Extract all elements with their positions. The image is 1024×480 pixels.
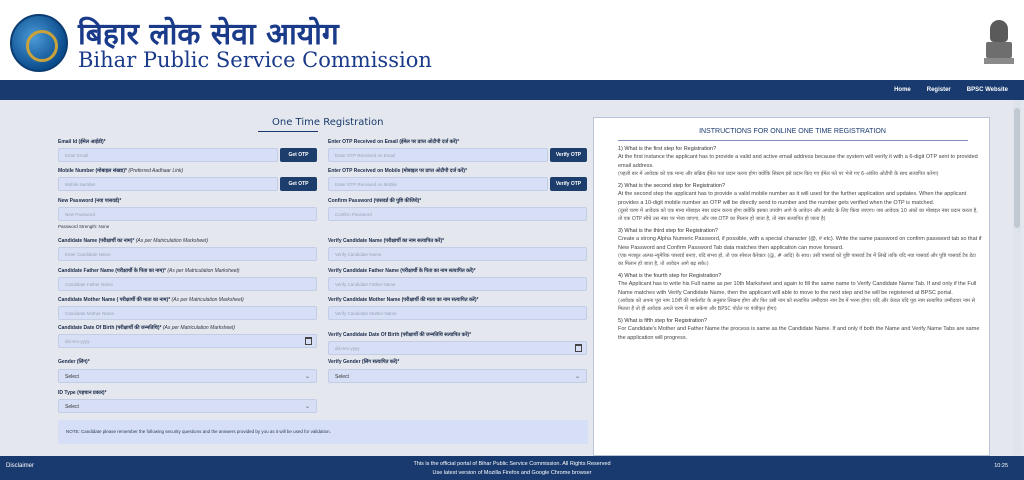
- mobile-otp-label: Enter OTP Received on Mobile (मोबाइल पर प्राप्त ओटीपी दर्ज करें)*: [328, 168, 468, 174]
- gender-label: Gender (लिंग)*: [58, 359, 90, 365]
- instructions-title: INSTRUCTIONS FOR ONLINE ONE TIME REGISTRATION: [699, 128, 886, 135]
- chevron-down-icon: ⌄: [574, 374, 580, 380]
- father-name-input[interactable]: Candidate Father Name: [58, 277, 317, 291]
- instruction-item: [618, 318, 982, 342]
- verify-father-name-input[interactable]: Verify Candidate Father Name: [328, 277, 587, 291]
- form-title: One Time Registration: [272, 117, 384, 128]
- instruction-question: 4) What is the fourth step for Registration?: [618, 273, 722, 279]
- instruction-answer-hindi: (पहली बार में आवेदक को एक मान्य और सक्रिय ईमेल पता प्रदान करना होगा क्योंकि सिस्टम इसे प्रदान किए गए ईमेल पते पर भेजे गए 6-अंकीय ओटीपी के साथ सत्यापित करेगा): [618, 171, 939, 177]
- verify-mother-name-input[interactable]: Verify Candidate Mother Name: [328, 306, 587, 320]
- bpsc-logo-icon: [10, 14, 68, 72]
- instructions-body: [618, 146, 982, 452]
- mobile-label: Mobile Number (मोबाइल संख्या)* (Preferred Aadhaar Link): [58, 168, 184, 174]
- candidate-name-input[interactable]: Enter Candidate Name: [58, 247, 317, 261]
- instruction-question: 1) What is the first step for Registration?: [618, 146, 717, 152]
- instruction-item: [618, 146, 982, 178]
- id-type-select[interactable]: Select ⌄: [58, 399, 317, 413]
- national-emblem-icon: [982, 20, 1016, 66]
- instructions-panel[interactable]: [593, 117, 990, 456]
- confirm-password-input[interactable]: Confirm Password: [328, 207, 587, 221]
- confirm-password-label: Confirm Password (पासवर्ड की पुष्टि कीजिये)*: [328, 198, 422, 204]
- instruction-question: 2) What is the second step for Registration?: [618, 183, 725, 189]
- footer-line-1: This is the official portal of Bihar Public Service Commission. All Rights Reserved: [413, 461, 611, 467]
- verify-gender-label: Verify Gender (लिंग सत्यापित करें)*: [328, 359, 400, 365]
- instruction-item: [618, 228, 982, 268]
- instruction-answer: Create a strong Alpha Numeric Password, if possible, with a special character (@, # etc). Write the same password on confirm password tab so that if New Password and Confirm Password Tab data matches then application can move forward.: [618, 236, 982, 251]
- mobile-otp-input[interactable]: Enter OTP Received on Mobile: [328, 177, 548, 191]
- instruction-answer: At the first instance the applicant has to provide a valid and active email address because the system will verify it with a 6-digit OTP sent to provided email address.: [618, 154, 978, 169]
- verify-dob-input[interactable]: dd-mm-yyyy: [328, 341, 587, 355]
- verify-candidate-name-input[interactable]: Verify Candidate Name: [328, 247, 587, 261]
- instruction-answer-hindi: (आवेदक को अपना पूरा नाम 10वीं की मार्कशीट के अनुसार लिखना होगा और फिर उसी नाम को सत्यापित उम्मीदवार नाम टैब में भरना होगा। यदि और केवल यदि पूरा नाम सत्यापित उम्मीदवार नाम से मिलता है तो ही आवेदक अगले चरण में जा सकेगा और BPSC पोर्टल पर पंजीकृत होगा): [618, 298, 976, 312]
- footer-time: 10:25: [994, 463, 1008, 469]
- nav-home-link[interactable]: Home: [894, 87, 911, 93]
- verify-candidate-name-label: Verify Candidate Name (परीक्षार्थी का नाम सत्यापित करें)*: [328, 238, 445, 244]
- email-verify-otp-button[interactable]: Verify OTP: [550, 148, 587, 162]
- mobile-input[interactable]: Mobile Number: [58, 177, 278, 191]
- instruction-item: [618, 273, 982, 313]
- verify-dob-label: Verify Candidate Date Of Birth (परीक्षार्थी की जन्मतिथि सत्यापित करें)*: [328, 332, 472, 338]
- instruction-question: 5) What is fifth step for Registration?: [618, 318, 707, 324]
- new-password-input[interactable]: New Password: [58, 207, 317, 221]
- instruction-answer: At the second step the applicant has to provide a valid mobile number as it will used for the further application and updates. When the applicant provides a 10-digit mobile number an OTP will be directly send to number and the number gets verified when the OTP is matched.: [618, 191, 967, 206]
- email-get-otp-button[interactable]: Get OTP: [280, 148, 317, 162]
- security-note: NOTE: Candidate please remember the following security questions and the answers provided by you as it will be used for validation.: [58, 420, 588, 444]
- instruction-answer-hindi: (एक मजबूत अल्फा-न्यूमेरिक पासवर्ड बनाएं, यदि संभव हो, तो एक स्पेशल कैरेक्टर (@, # आदि) के साथ। उसी पासवर्ड को पुष्टि पासवर्ड टैब में लिखें ताकि यदि नया पासवर्ड और पुष्टि पासवर्ड टैब डेटा का मिलान हो जाता है, तो आवेदन आगे बढ़ सके।): [618, 253, 976, 267]
- email-otp-label: Enter OTP Received on Email (ईमेल पर प्राप्त ओटीपी दर्ज करें)*: [328, 139, 460, 145]
- gender-select[interactable]: Select ⌄: [58, 369, 317, 383]
- email-input[interactable]: Enter Email: [58, 148, 278, 162]
- instructions-divider: [618, 140, 968, 141]
- candidate-name-label: Candidate Name (परीक्षार्थी का नाम)* (As per Matriculation Marksheet): [58, 238, 209, 244]
- instruction-answer-hindi: (दूसरे चरण में आवेदक को एक मान्य मोबाइल नंबर प्रदान करना होगा क्योंकि इसका उपयोग आगे के आवेदन और अपडेट के लिए किया जाएगा। जब आवेदक 10 अंकों का मोबाइल नंबर प्रदान करता है, तो एक OTP सीधे उस नंबर पर भेजा जाएगा, और जब OTP का मिलान हो जाता है, तो नंबर सत्यापित हो जाता है): [618, 208, 978, 222]
- form-title-underline: [258, 131, 318, 132]
- instruction-question: 3) What is the third step for Registration?: [618, 228, 718, 234]
- calendar-icon[interactable]: [305, 337, 312, 345]
- father-name-label: Candidate Father Name (परीक्षार्थी के पिता का नाम)* (As per Matriculation Marksheet): [58, 268, 240, 274]
- mobile-verify-otp-button[interactable]: Verify OTP: [550, 177, 587, 191]
- footer-copyright: [0, 460, 1024, 478]
- dob-input[interactable]: dd-mm-yyyy: [58, 334, 317, 348]
- site-footer: [0, 456, 1024, 480]
- id-type-label: ID Type (पहचान प्रकार)*: [58, 390, 107, 396]
- site-title-english: Bihar Public Service Commission: [78, 48, 432, 72]
- mobile-get-otp-button[interactable]: Get OTP: [280, 177, 317, 191]
- mother-name-input[interactable]: Candidate Mother Name: [58, 306, 317, 320]
- page-scrollbar-thumb[interactable]: [1014, 108, 1020, 228]
- chevron-down-icon: ⌄: [304, 374, 310, 380]
- top-nav: [0, 80, 1024, 100]
- instruction-answer: For Candidate's Mother and Father Name the process is same as the Candidate Name. If and only if both the Name and Verify Name Tabs are same the application will progress.: [618, 326, 980, 341]
- instruction-answer: The Applicant has to write his Full name as per 10th Marksheet and again to fill the same name to Verify Candidate Name Tab. If and only if the Full Name matches with Verify Candidate Name, then the applicant will able to move to the next step and he will be registered at BPSC portal.: [618, 281, 977, 296]
- footer-line-2: Use latest version of Mozilla Firefox and Google Chrome browser: [432, 470, 592, 476]
- instruction-item: [618, 183, 982, 223]
- email-label: Email Id (ईमेल आईडी)*: [58, 139, 106, 145]
- password-strength-text: Password Strength: None: [58, 224, 110, 229]
- chevron-down-icon: ⌄: [304, 404, 310, 410]
- nav-bpsc-website-link[interactable]: BPSC Website: [966, 87, 1008, 93]
- verify-father-name-label: Verify Candidate Father Name (परीक्षार्थी के पिता का नाम सत्यापित करें)*: [328, 268, 476, 274]
- site-title-hindi: बिहार लोक सेवा आयोग: [78, 17, 339, 52]
- nav-register-link[interactable]: Register: [926, 87, 951, 93]
- calendar-icon[interactable]: [575, 344, 582, 352]
- dob-label: Candidate Date Of Birth (परीक्षार्थी की जन्मतिथि)* (As per Matriculation Marksheet): [58, 325, 236, 331]
- verify-mother-name-label: Verify Candidate Mother Name (परीक्षार्थी की माता का नाम सत्यापित करें)*: [328, 297, 479, 303]
- verify-gender-select[interactable]: Select ⌄: [328, 369, 587, 383]
- email-otp-input[interactable]: Enter OTP Received on Email: [328, 148, 548, 162]
- footer-disclaimer-link[interactable]: Disclaimer: [6, 463, 35, 469]
- mother-name-label: Candidate Mother Name ( परीक्षार्थी की माता का नाम)* (As per Matriculation Marksheet): [58, 297, 244, 303]
- new-password-label: New Password (नया पासवर्ड)*: [58, 198, 122, 204]
- site-header: [0, 0, 1024, 80]
